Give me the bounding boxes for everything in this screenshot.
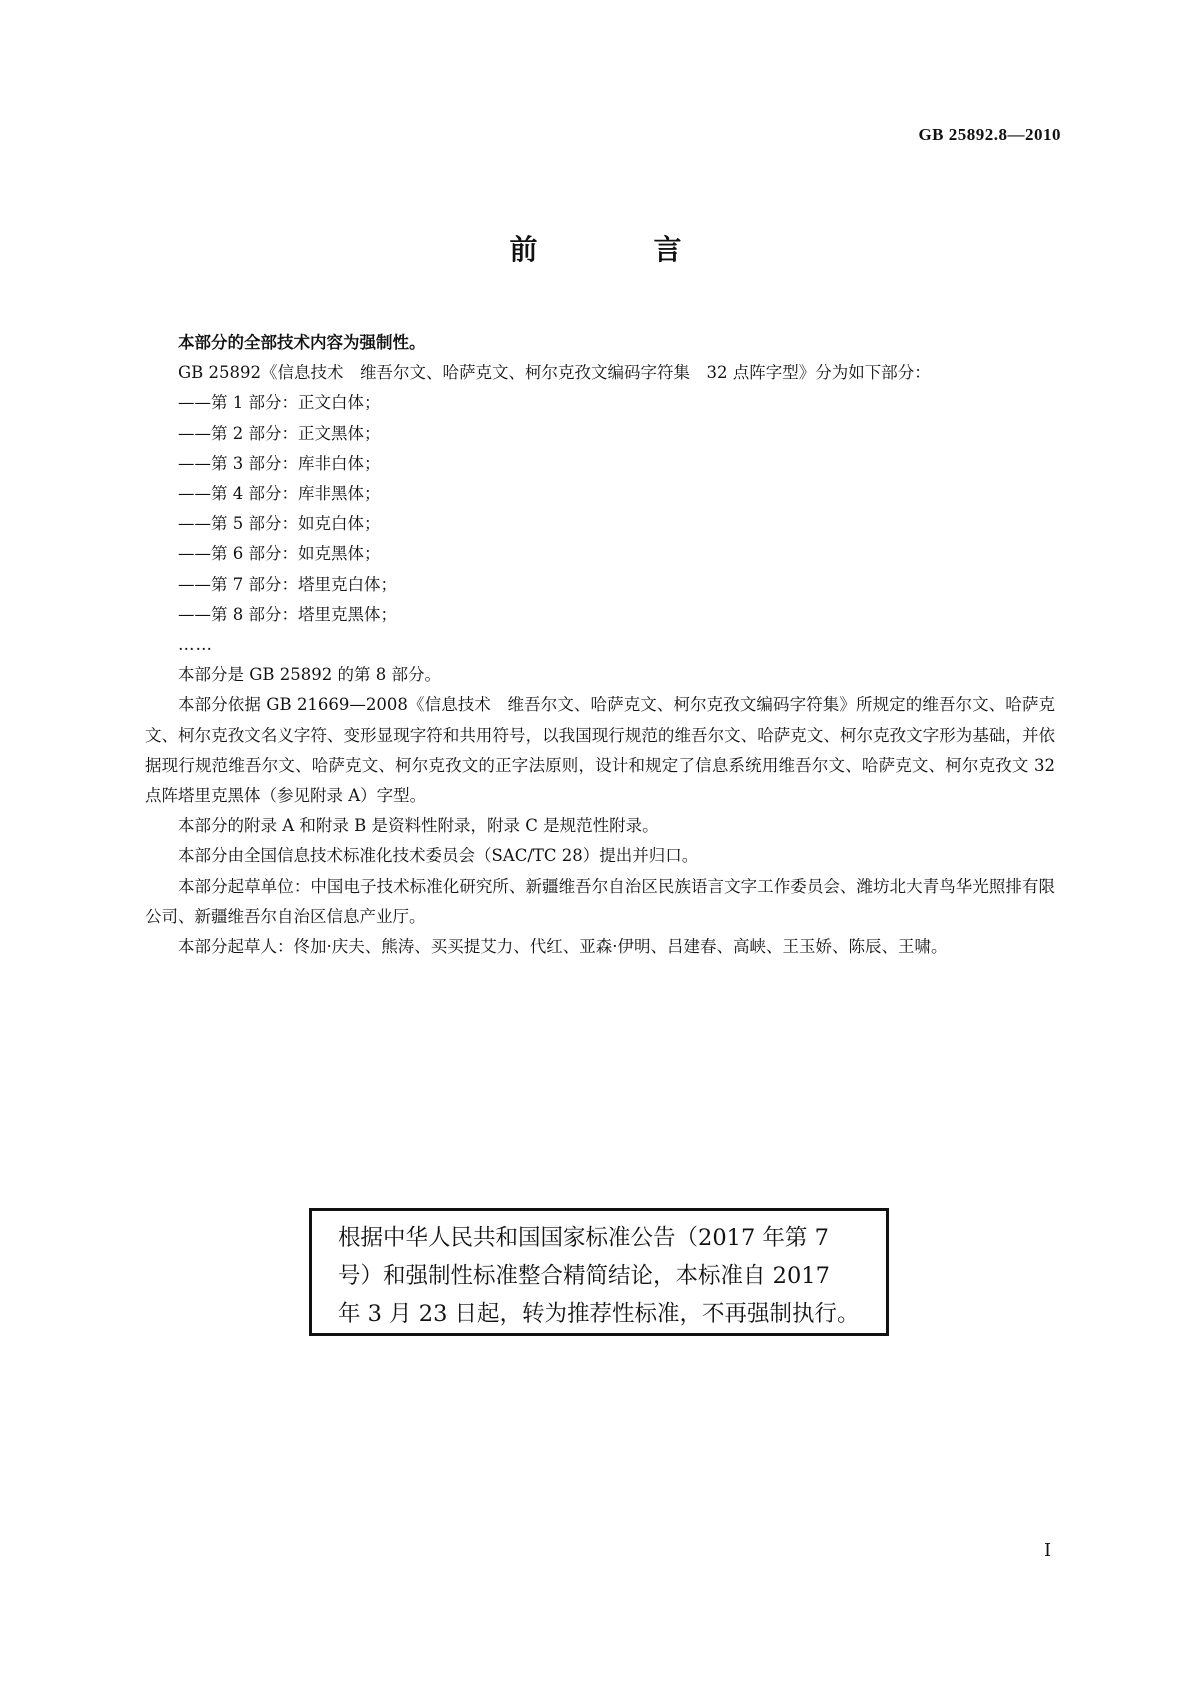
notice-line: 根据中华人民共和国国家标准公告（2017 年第 7 (338, 1225, 829, 1251)
parts-intro: GB 25892《信息技术 维吾尔文、哈萨克文、柯尔克孜文编码字符集 32 点阵字型》分为如下部分： (178, 363, 931, 383)
page-number: Ⅰ (1044, 1540, 1052, 1560)
part-list-item: ——第 4 部分：库非黑体； (178, 484, 381, 504)
notice-line: 年 3 月 23 日起，转为推荐性标准，不再强制执行。 (338, 1301, 860, 1327)
mandatory-statement: 本部分的全部技术内容为强制性。 (178, 333, 426, 352)
notice-line: 号）和强制性标准整合精简结论，本标准自 2017 (338, 1263, 830, 1289)
part-list-item: ——第 6 部分：如克黑体； (178, 544, 381, 564)
part-list-item: ——第 5 部分：如克白体； (178, 514, 381, 534)
standard-code: GB 25892.8—2010 (918, 125, 1061, 144)
part-list-item: ——第 3 部分：库非白体； (178, 453, 381, 473)
proposer-statement: 本部分由全国信息技术标准化技术委员会（SAC/TC 28）提出并归口。 (178, 846, 699, 866)
part-list-item: ——第 1 部分：正文白体； (178, 393, 381, 413)
page-title: 前 言 (509, 233, 726, 266)
list-ellipsis: …… (178, 635, 213, 655)
foreword-body (145, 328, 1055, 962)
drafting-units: 本部分起草单位：中国电子技术标准化研究所、新疆维吾尔自治区民族语言文字工作委员会、潍坊北大青鸟华光照排有限公司、新疆维吾尔自治区信息产业厅。 (145, 876, 1055, 926)
part-statement: 本部分是 GB 25892 的第 8 部分。 (178, 665, 442, 685)
basis-paragraph: 本部分依据 GB 21669—2008《信息技术 维吾尔文、哈萨克文、柯尔克孜文编码字符集》所规定的维吾尔文、哈萨克文、柯尔克孜文名义字符、变形显现字符和共用符号，以我国现行规范的维吾尔文、哈萨克文、柯尔克孜文字形为基础，并依据现行规范维吾尔文、哈萨克文、柯尔克孜文的正字法原则，设计和规定了信息系统用维吾尔文、哈萨克文、柯尔克孜文 32 点阵塔里克黑体（参见附录 A）字型。 (145, 695, 1055, 806)
part-list-item: ——第 8 部分：塔里克黑体； (178, 604, 397, 624)
notice-box (309, 1208, 889, 1336)
annex-statement: 本部分的附录 A 和附录 B 是资料性附录，附录 C 是规范性附录。 (178, 816, 659, 836)
drafters: 本部分起草人：佟加·庆夫、熊涛、买买提艾力、代红、亚森·伊明、吕建春、高峡、王玉娇、陈辰、王啸。 (178, 937, 948, 957)
part-list-item: ——第 2 部分：正文黑体； (178, 423, 381, 443)
part-list-item: ——第 7 部分：塔里克白体； (178, 574, 397, 594)
